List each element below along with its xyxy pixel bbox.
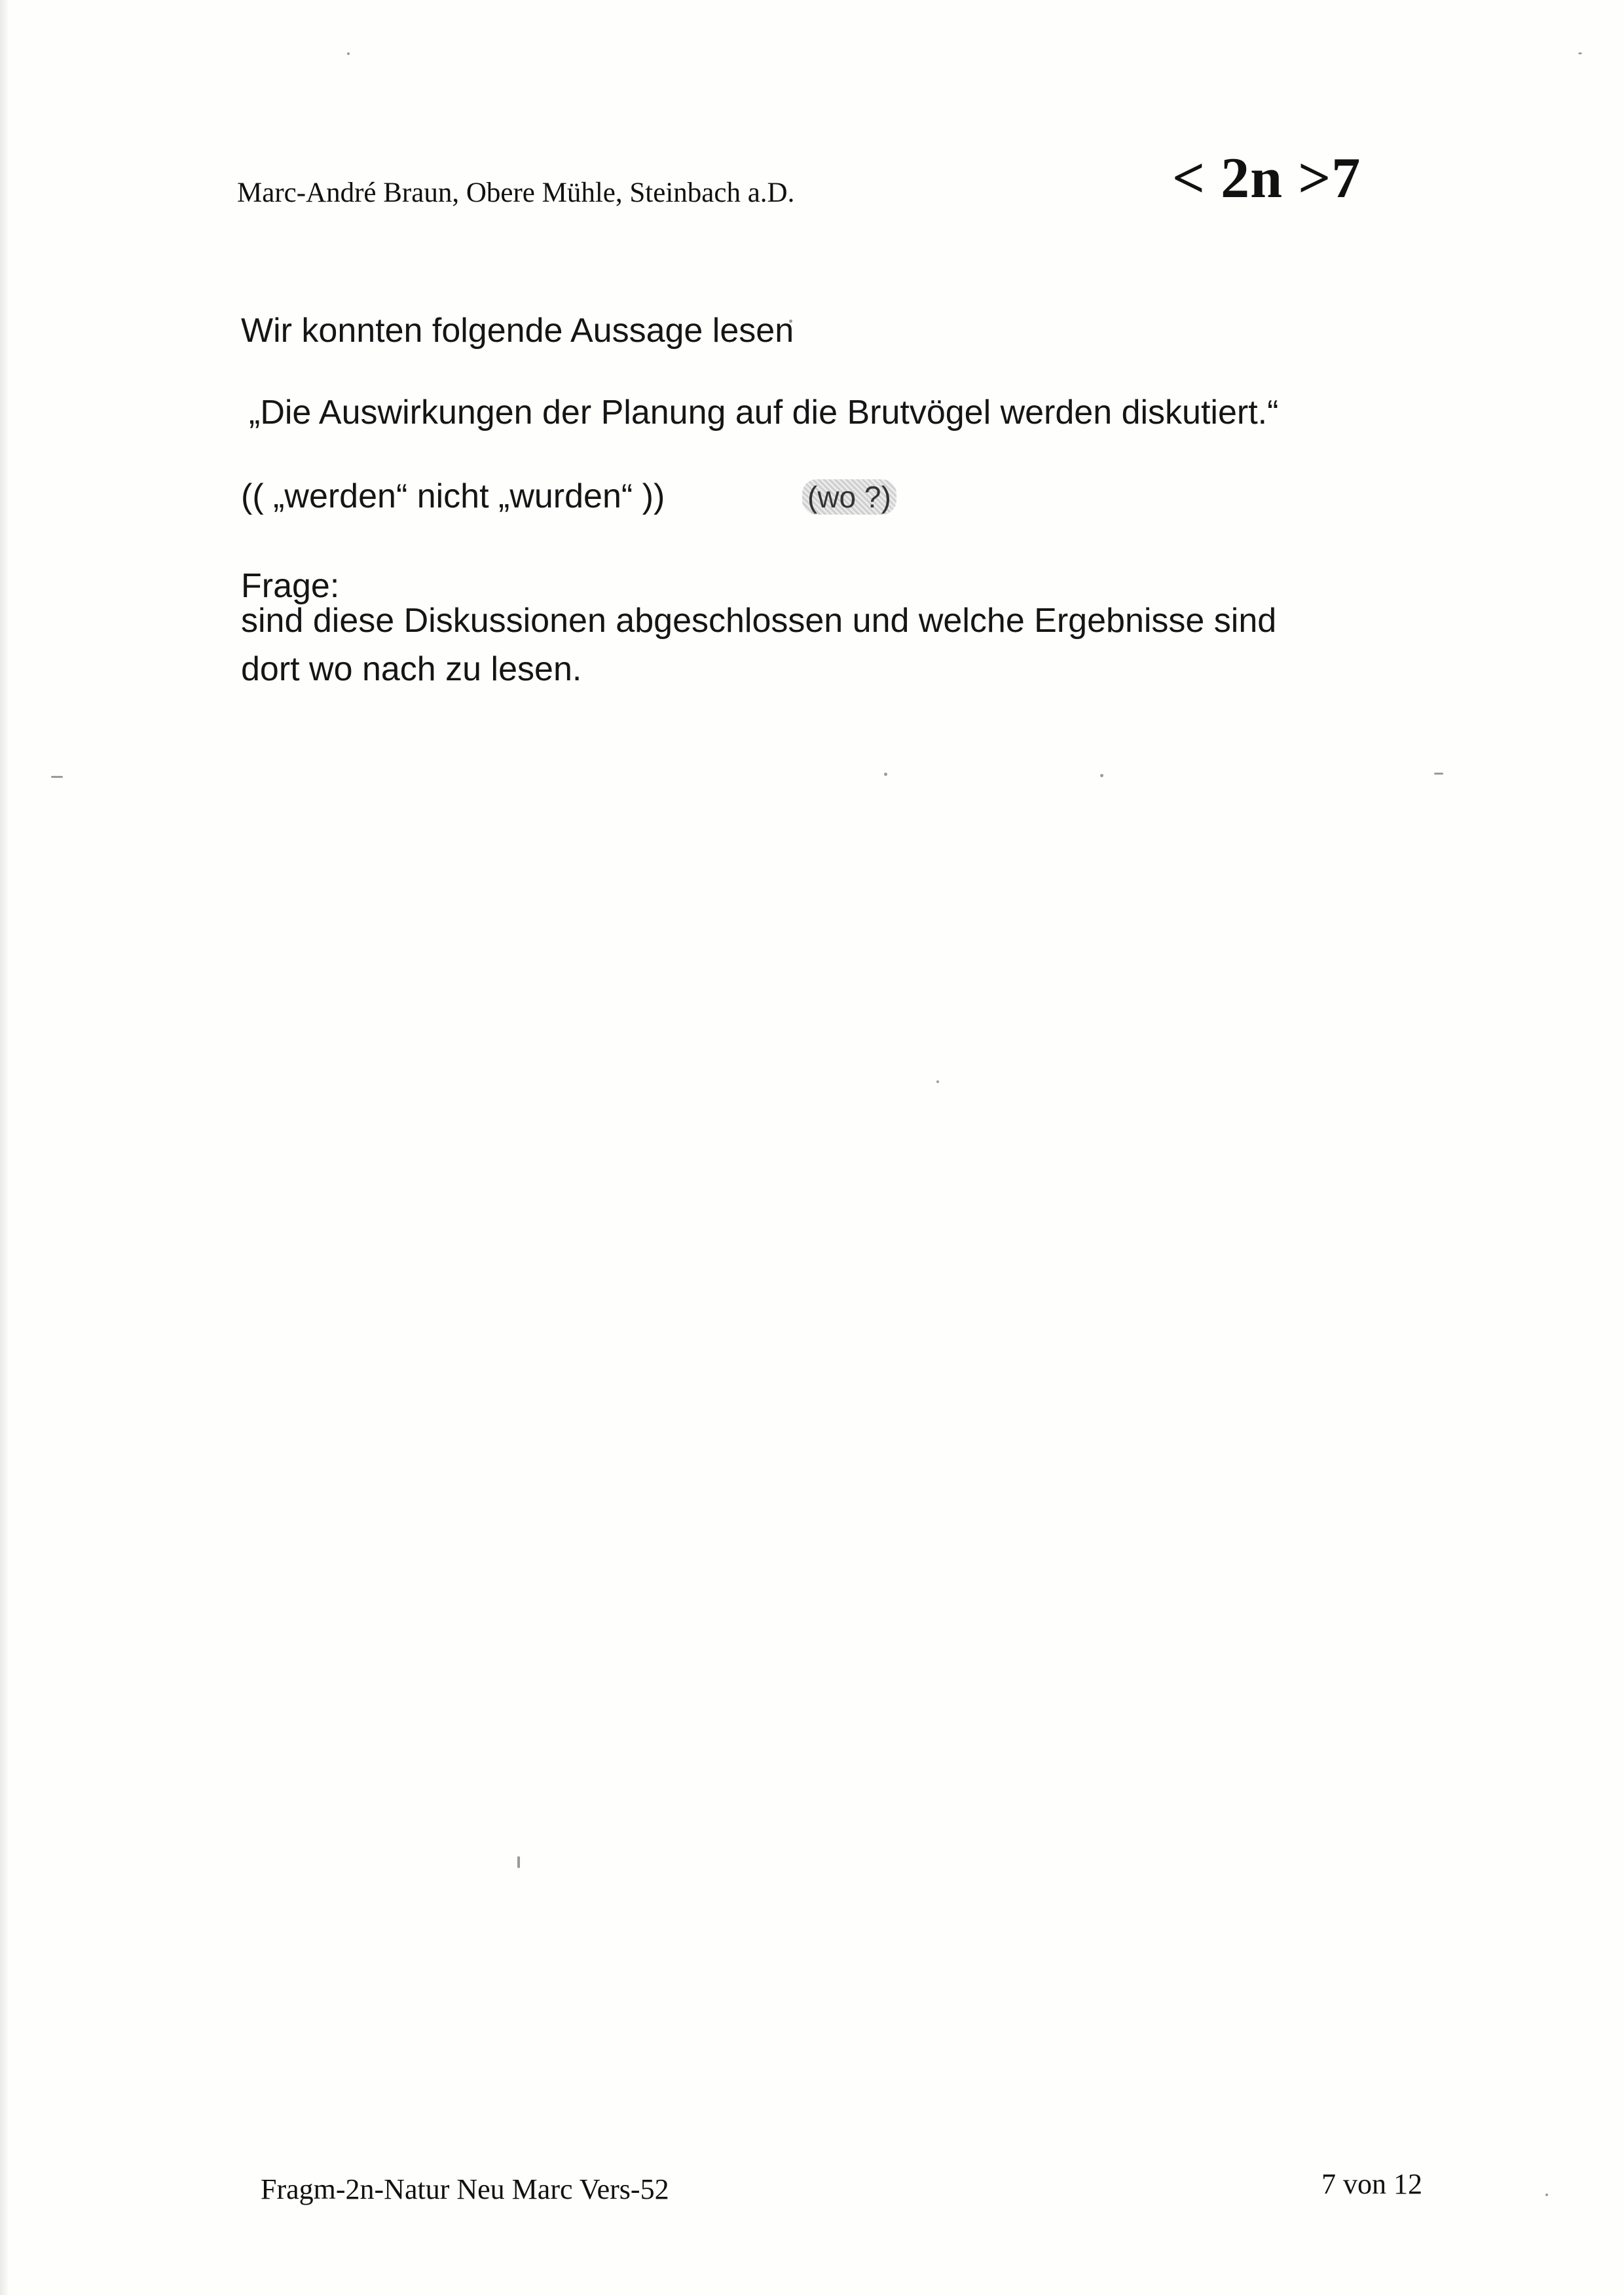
scan-edge-shadow	[0, 0, 9, 2295]
scan-speck	[1100, 774, 1103, 777]
scan-speck	[1578, 52, 1582, 54]
quote-text: „Die Auswirkungen der Planung auf die Brutvögel werden diskutiert.“	[249, 394, 1279, 431]
intro-text: Wir konnten folgende Aussage lesen	[241, 312, 794, 350]
scan-speck	[517, 1856, 520, 1868]
footer-file-name: Fragm-2n-Natur Neu Marc Vers-52	[261, 2173, 669, 2205]
margin-note: (wo ?)	[802, 479, 896, 515]
author-address: Marc-André Braun, Obere Mühle, Steinbach a.D.	[237, 177, 795, 208]
document-code: < 2n >7	[1172, 147, 1361, 210]
scan-speck	[1545, 2194, 1548, 2196]
scan-speck	[884, 773, 887, 776]
question-line-1: sind diese Diskussionen abgeschlossen und welche Ergebnisse sind	[241, 602, 1277, 640]
question-line-2: dort wo nach zu lesen.	[241, 650, 582, 688]
remark-text: (( „werden“ nicht „wurden“ ))	[241, 477, 665, 515]
footer-page-number: 7 von 12	[1321, 2168, 1422, 2200]
scan-speck	[347, 52, 350, 55]
scan-speck	[936, 1080, 939, 1083]
scan-speck	[1434, 773, 1443, 775]
scan-speck	[51, 776, 63, 778]
question-label: Frage:	[241, 567, 340, 605]
